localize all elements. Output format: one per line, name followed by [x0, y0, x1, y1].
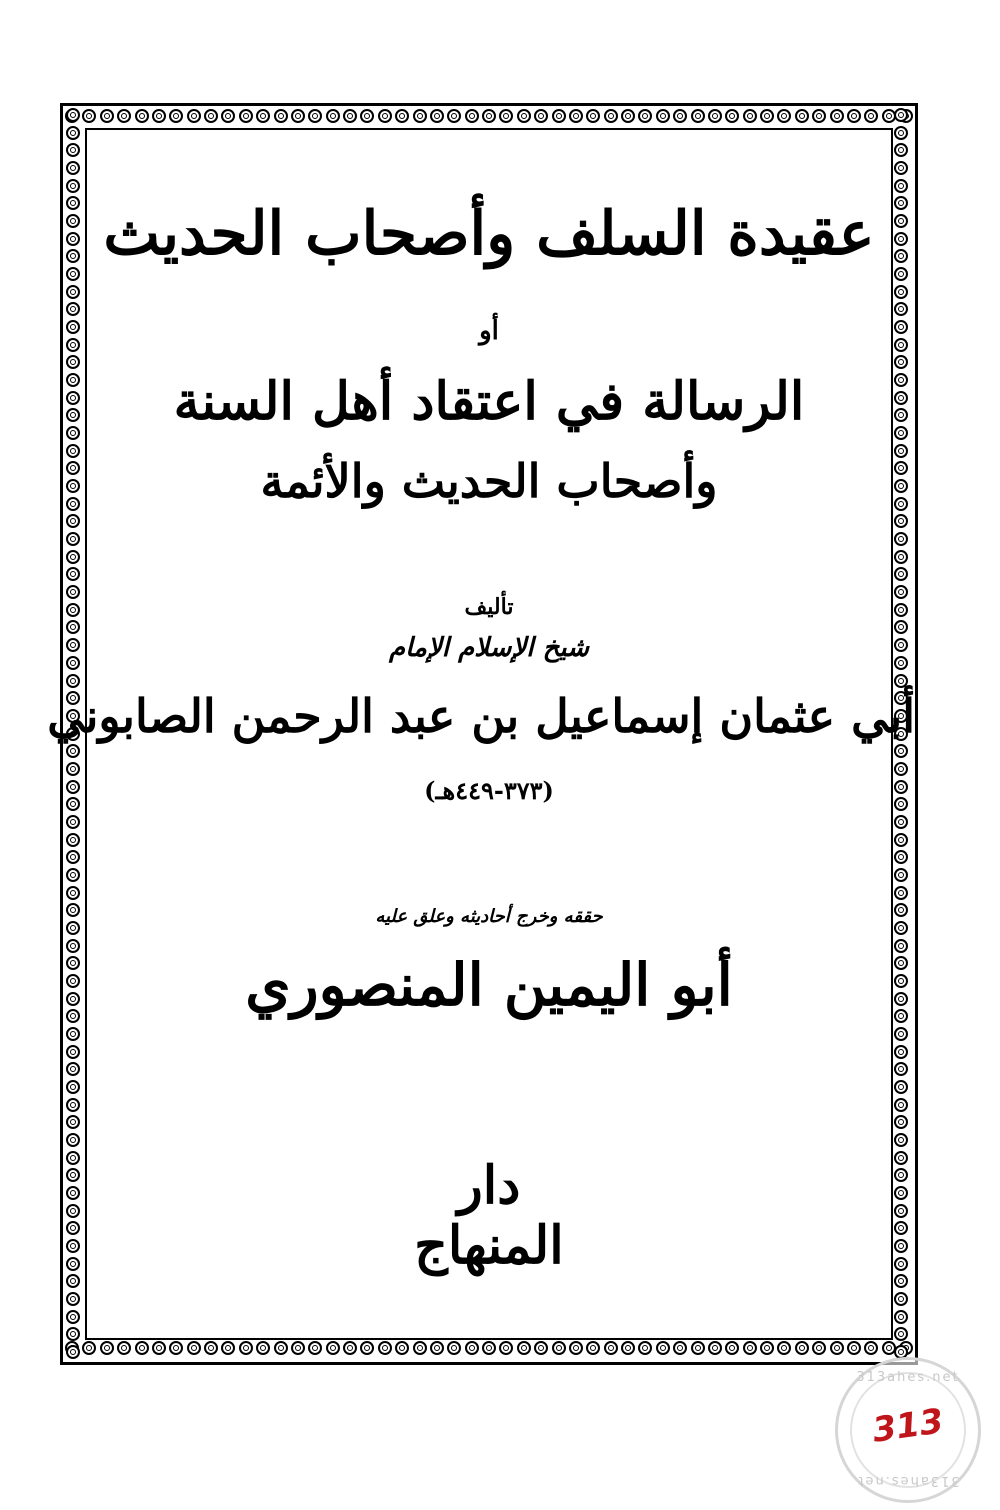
publisher-line-1: دار	[457, 1155, 521, 1216]
watermark-site-bottom: 313ahes.net	[856, 1473, 960, 1488]
authorship-label: تأليف	[464, 594, 514, 620]
book-title: عقيدة السلف وأصحاب الحديث	[103, 199, 875, 269]
alternate-title-line-2: وأصحاب الحديث والأئمة	[260, 454, 718, 508]
watermark-stamp	[835, 1357, 981, 1503]
editor-label: حققه وخرج أحاديثه وعلق عليه	[375, 906, 603, 927]
author-dates: (٣٧٣-٤٤٩هـ)	[424, 776, 554, 805]
author-honorific: شيخ الإسلام الإمام	[389, 633, 589, 663]
author-name: أبي عثمان إسماعيل بن عبد الرحمن الصابوني	[47, 689, 915, 743]
watermark-number: 313	[870, 1401, 946, 1451]
publisher-line-2: المنهاج	[414, 1215, 564, 1276]
watermark-site-top: 313ahes.net	[856, 1370, 960, 1385]
alternate-title-line-1: الرسالة في اعتقاد أهل السنة	[173, 371, 805, 432]
publisher-logo	[399, 1146, 579, 1286]
title-page-content	[47, 106, 915, 1362]
ornamental-border	[47, 103, 918, 1365]
editor-name: أبو اليمين المنصوري	[245, 951, 733, 1019]
title-conjunction: أو	[479, 316, 499, 346]
